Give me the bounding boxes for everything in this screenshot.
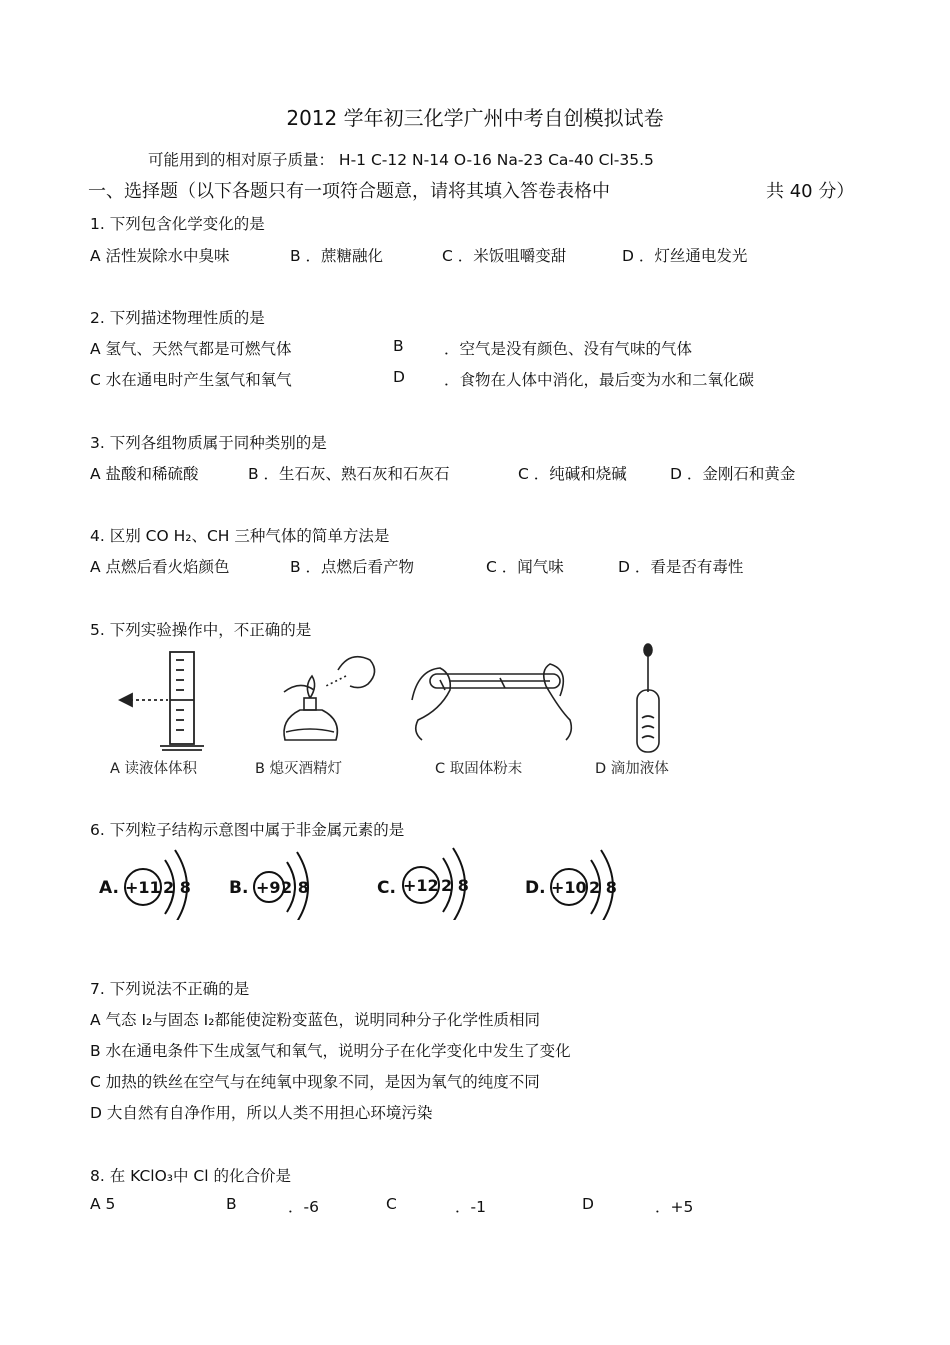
svg-text:+11: +11 <box>125 878 161 897</box>
atom-diagram-d <box>525 850 617 920</box>
question-8-option-b-letter: B <box>226 1195 237 1213</box>
figure-label-b: B 熄灭酒精灯 <box>255 761 343 777</box>
question-7-stem: 7. 下列说法不正确的是 <box>90 980 250 998</box>
question-8-option-c-letter: C <box>386 1195 397 1213</box>
svg-text:2 8: 2 8 <box>163 878 191 897</box>
question-7-option-c: C 加热的铁丝在空气与在纯氧中现象不同，是因为氧气的纯度不同 <box>90 1073 540 1091</box>
question-3-stem: 3. 下列各组物质属于同种类别的是 <box>90 434 327 452</box>
question-2-option-b-letter: B <box>393 337 404 355</box>
question-4-stem: 4. 区别 CO H₂、CH 三种气体的简单方法是 <box>90 527 390 545</box>
svg-text:+12: +12 <box>403 876 439 895</box>
question-3-option-a: A 盐酸和稀硫酸 <box>90 465 199 483</box>
question-6-stem: 6. 下列粒子结构示意图中属于非金属元素的是 <box>90 821 405 839</box>
question-1-option-c: C ．米饭咀嚼变甜 <box>442 247 567 265</box>
question-2-stem: 2. 下列描述物理性质的是 <box>90 309 265 327</box>
question-4-option-c: C ．闻气味 <box>486 558 564 576</box>
question-8-option-b-text: ．-6 <box>288 1198 319 1216</box>
question-2-option-a: A 氢气、天然气都是可燃气体 <box>90 340 292 358</box>
question-5-stem: 5. 下列实验操作中，不正确的是 <box>90 621 312 639</box>
question-4-option-a: A 点燃后看火焰颜色 <box>90 558 230 576</box>
question-7-option-d: D 大自然有自净作用，所以人类不用担心环境污染 <box>90 1104 433 1122</box>
question-8-stem: 8. 在 KClO₃中 Cl 的化合价是 <box>90 1167 291 1185</box>
section-heading: 一、选择题（以下各题只有一项符合题意，请将其填入答卷表格中 <box>88 181 610 202</box>
question-8-option-c-text: ．-1 <box>455 1198 486 1216</box>
svg-text:2 8: 2 8 <box>281 878 309 897</box>
svg-text:+9: +9 <box>256 878 281 897</box>
question-3-option-c: C ．纯碱和烧碱 <box>518 465 627 483</box>
atom-structure-figure <box>95 840 655 920</box>
question-2-option-c: C 水在通电时产生氢气和氧气 <box>90 371 292 389</box>
svg-text:A.: A. <box>99 878 119 898</box>
page-title: 2012 学年初三化学广州中考自创模拟试卷 <box>286 106 664 130</box>
section-points: 共 40 分） <box>766 181 855 202</box>
alcohol-lamp-icon <box>284 657 375 740</box>
lab-operations-figure <box>100 640 720 785</box>
dropper-icon <box>637 644 659 752</box>
atom-diagram-c <box>377 848 469 920</box>
question-1-option-a: A 活性炭除水中臭味 <box>90 247 230 265</box>
svg-text:+10: +10 <box>551 878 587 897</box>
svg-text:2 8: 2 8 <box>589 878 617 897</box>
question-1-option-b: B ．蔗糖融化 <box>290 247 384 265</box>
graduated-cylinder-icon <box>120 652 204 750</box>
question-8-option-d-letter: D <box>582 1195 594 1213</box>
question-4-option-d: D ．看是否有毒性 <box>618 558 744 576</box>
question-1-option-d: D ．灯丝通电发光 <box>622 247 748 265</box>
figure-label-a: A 读液体体积 <box>110 761 198 777</box>
svg-text:2 8: 2 8 <box>441 876 469 895</box>
svg-text:C.: C. <box>377 878 396 898</box>
question-8-option-a: A 5 <box>90 1195 116 1213</box>
atomic-mass-line: 可能用到的相对原子质量： H-1 C-12 N-14 O-16 Na-23 Ca-40 Cl-35.5 <box>148 151 654 169</box>
atom-diagram-b <box>229 852 309 920</box>
svg-text:D.: D. <box>525 878 546 898</box>
test-tube-powder-icon <box>412 664 571 740</box>
svg-text:B.: B. <box>229 878 249 898</box>
figure-label-d: D 滴加液体 <box>595 761 669 777</box>
question-4-option-b: B ．点燃后看产物 <box>290 558 415 576</box>
question-2-option-b-text: ．空气是没有颜色、没有气味的气体 <box>444 340 693 358</box>
question-8-option-d-text: ．+5 <box>655 1198 694 1216</box>
question-2-option-d-letter: D <box>393 368 405 386</box>
question-1-stem: 1. 下列包含化学变化的是 <box>90 215 265 233</box>
question-2-option-d-text: ．食物在人体中消化，最后变为水和二氧化碳 <box>444 371 755 389</box>
atom-diagram-a <box>99 850 191 920</box>
question-7-option-b: B 水在通电条件下生成氢气和氧气，说明分子在化学变化中发生了变化 <box>90 1042 571 1060</box>
figure-label-c: C 取固体粉末 <box>435 761 523 777</box>
question-3-option-b: B ．生石灰、熟石灰和石灰石 <box>248 465 450 483</box>
question-7-option-a: A 气态 I₂与固态 I₂都能使淀粉变蓝色，说明同种分子化学性质相同 <box>90 1011 540 1029</box>
question-3-option-d: D ．金刚石和黄金 <box>670 465 796 483</box>
